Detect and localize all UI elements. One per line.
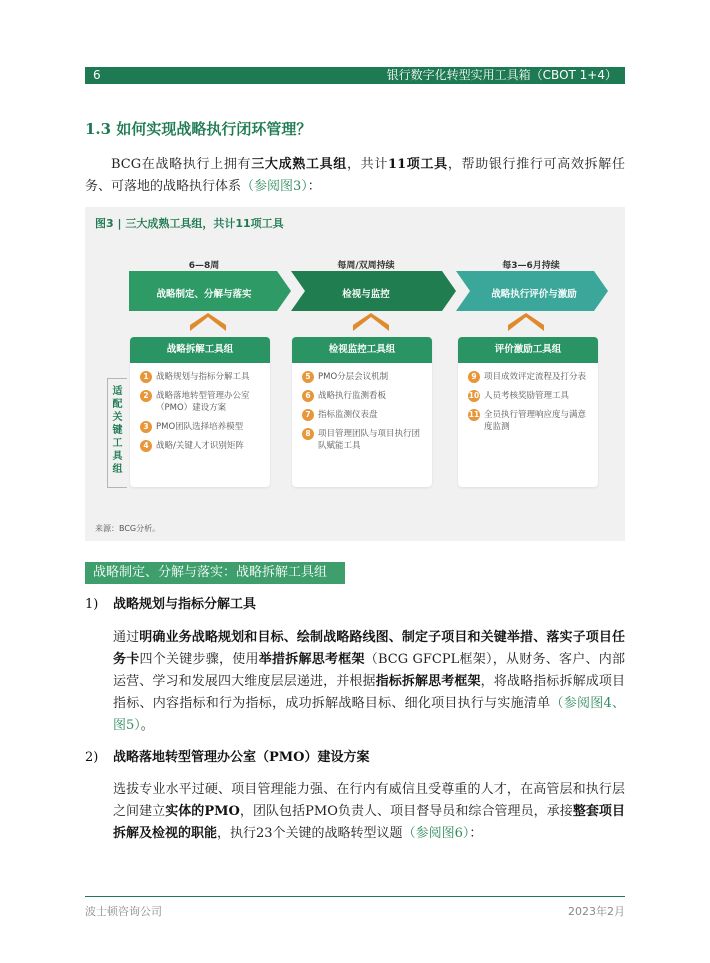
item-2-paragraph: 选拔专业水平过硬、项目管理能力强、在行内有威信且受尊重的人才，在高管层和执行层之间建立实体的PMO，团队包括PMO负责人、项目督导员和综合管理员，承接整套项目拆解及检视的职能，执行23个关键的战略转型议题（参阅图6）： — [113, 782, 625, 841]
phase-label: 检视与监控 — [342, 289, 390, 300]
footer-company: 波士顿咨询公司 — [85, 905, 162, 918]
tool-number-badge: 3 — [140, 421, 152, 433]
figure-reference[interactable]: （参阅图4、图5） — [113, 696, 625, 733]
tool-number-badge: 2 — [140, 390, 152, 402]
tool-number-badge: 1 — [140, 371, 152, 383]
up-chevron-icon — [190, 313, 226, 333]
up-chevron-icon — [508, 313, 544, 333]
toolgroup-title: 检视监控工具组 — [292, 337, 432, 363]
tool-number-badge: 4 — [140, 440, 152, 452]
page-header-bar — [85, 67, 625, 84]
subsection-banner: 战略制定、分解与落实：战略拆解工具组 — [85, 562, 345, 584]
footer-date: 2023年2月 — [568, 905, 625, 918]
header-title: 银行数字化转型实用工具箱（CBOT 1+4） — [386, 68, 617, 82]
tool-item: 8 项目管理团队与项目执行团队赋能工具 — [302, 428, 426, 452]
toolgroup-title: 战略拆解工具组 — [130, 337, 270, 363]
tool-item: 4 战略/关键人才识别矩阵 — [140, 440, 264, 452]
tool-item: 11 全员执行管理响应度与满意度监测 — [468, 410, 587, 432]
tool-number-badge: 7 — [302, 409, 314, 421]
phase-duration: 每3—6月持续 — [502, 261, 560, 271]
phase-duration: 每周/双周持续 — [337, 261, 395, 271]
item-2-heading: 2) 战略落地转型管理办公室（PMO）建设方案 — [85, 750, 370, 765]
figure-source: 来源：BCG分析。 — [95, 524, 161, 533]
phase-label: 战略制定、分解与落实 — [156, 289, 252, 300]
figure-3 — [85, 207, 625, 541]
item-1-paragraph: 通过明确业务战略规划和目标、绘制战略路线图、制定子项目和关键举措、落实子项目任务卡四个关键步骤，使用举措拆解思考框架（BCG GFCPL框架），从财务、客户、内部运营、学习和发展四大维度层层递进，并根据指标拆解思考框架，将战略指标拆解成项目指标、内容指标和行为指标，成功拆解战略目标、细化项目执行与实施清单（参阅图4、图5）。 — [113, 630, 625, 733]
toolgroup-strategy-breakdown — [130, 337, 270, 487]
tool-item: 6 战略执行监测看板 — [302, 390, 426, 402]
tool-item: 5 PMO分层会议机制 — [302, 371, 426, 383]
footer-divider — [85, 896, 625, 897]
tool-number-badge: 6 — [302, 390, 314, 402]
figure-title: 图3 | 三大成熟工具组，共计11项工具 — [95, 217, 284, 230]
figure-reference[interactable]: （参阅图3） — [241, 179, 308, 194]
up-chevron-icon — [353, 313, 389, 333]
tool-number-badge: 10 — [468, 391, 480, 400]
tool-item: 9 项目成效评定流程及打分表 — [468, 371, 592, 383]
section-title: 1.3 如何实现战略执行闭环管理？ — [85, 120, 312, 138]
intro-paragraph: BCG在战略执行上拥有三大成熟工具组，共计11项工具，帮助银行推行可高效拆解任务、可落地的战略执行体系（参阅图3）： — [85, 157, 625, 194]
phase-duration: 6—8周 — [188, 261, 220, 271]
tool-item: 3 PMO团队选择培养模型 — [140, 421, 264, 433]
tool-item: 7 指标监测仪表盘 — [302, 409, 426, 421]
tool-number-badge: 9 — [468, 371, 480, 383]
toolgroup-monitoring — [292, 337, 432, 487]
tool-number-badge: 8 — [302, 428, 314, 440]
item-1-heading: 1) 战略规划与指标分解工具 — [85, 597, 257, 612]
figure-reference[interactable]: （参阅图6） — [402, 826, 470, 841]
tool-item: 10 人员考核奖励管理工具 — [468, 391, 570, 401]
toolgroup-evaluation — [458, 337, 598, 487]
tool-number-badge: 11 — [468, 410, 480, 419]
tool-item: 2 战略落地转型管理办公室（PMO）建设方案 — [140, 390, 264, 414]
tool-item: 1 战略规划与指标分解工具 — [140, 371, 264, 383]
side-label: 适配关键工具组 — [107, 378, 127, 488]
page-number: 6 — [93, 68, 101, 82]
toolgroup-title: 评价激励工具组 — [458, 337, 598, 363]
tool-number-badge: 5 — [302, 371, 314, 383]
phase-label: 战略执行评价与激励 — [491, 289, 577, 300]
